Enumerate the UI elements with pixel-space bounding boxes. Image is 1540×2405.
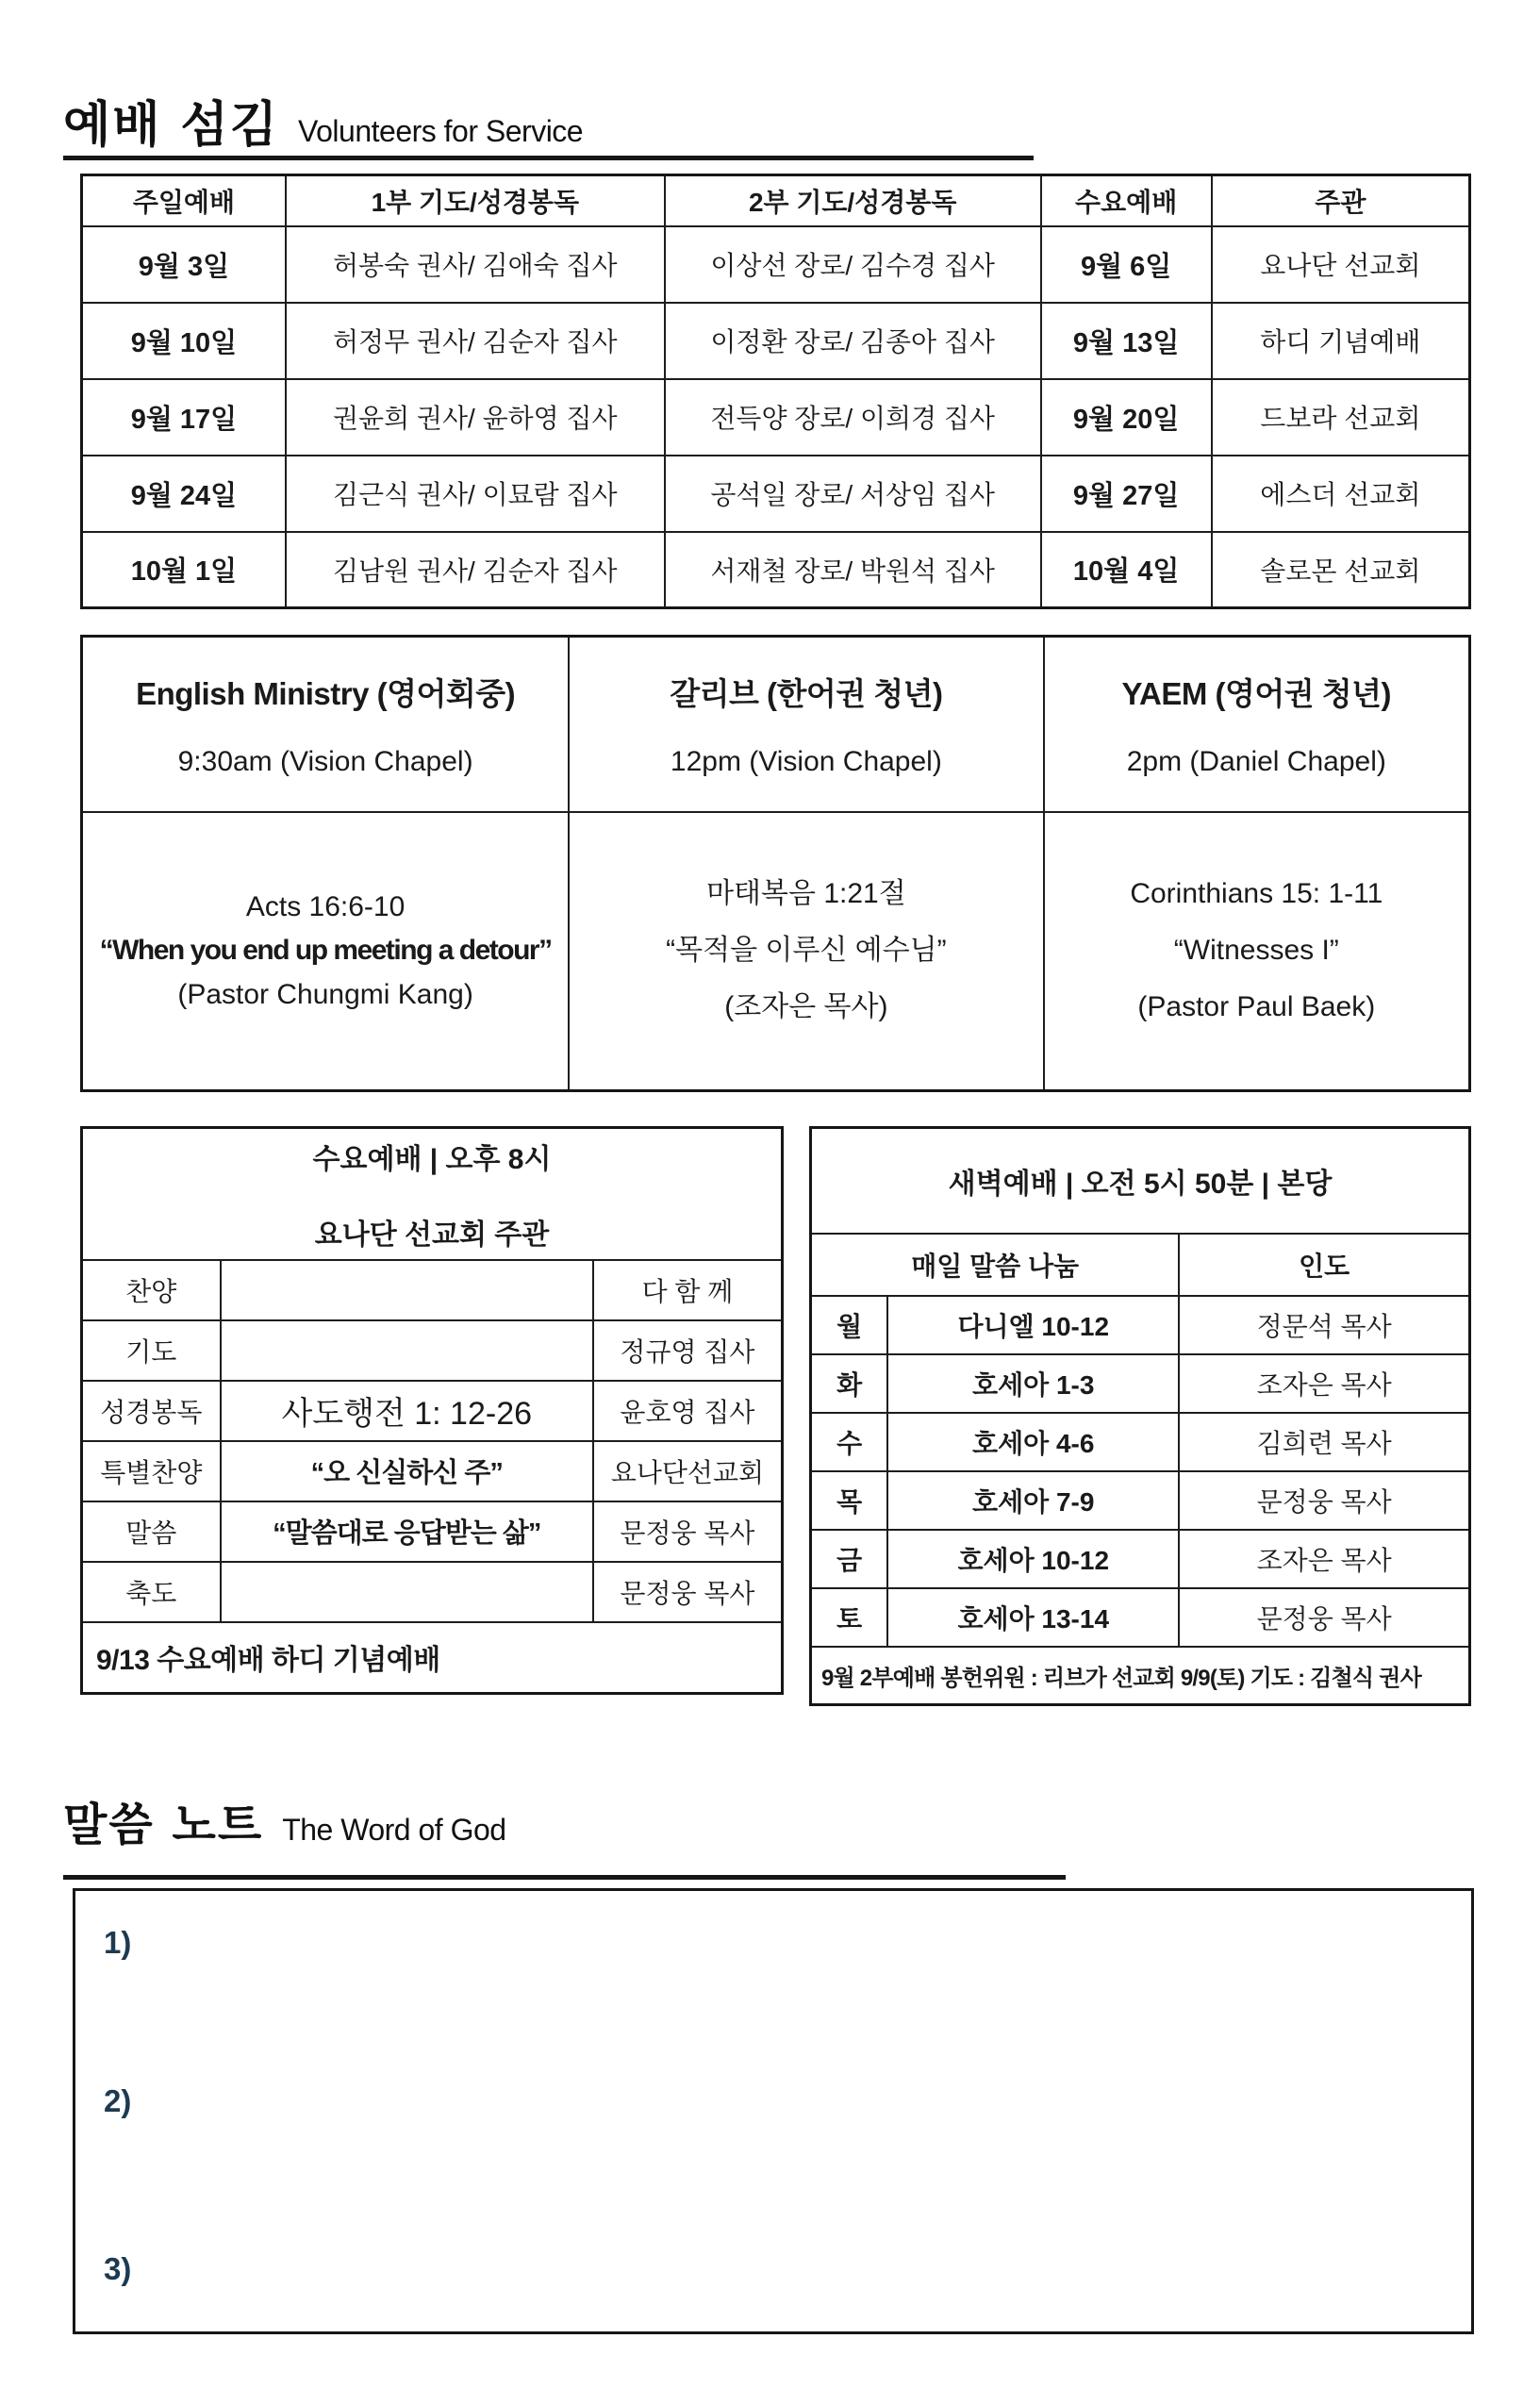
column-header-second-service: 2부 기도/성경봉독 <box>665 175 1041 226</box>
order-label: 찬양 <box>82 1260 221 1320</box>
leader-name: 조자은 목사 <box>1179 1354 1469 1413</box>
table-row <box>811 1471 1470 1530</box>
daily-passage: 호세아 10-12 <box>887 1530 1179 1588</box>
wednesday-date: 9월 27일 <box>1041 456 1212 532</box>
sunday-date: 9월 3일 <box>82 226 286 303</box>
order-content <box>221 1562 593 1622</box>
table-row <box>82 1562 783 1622</box>
order-label: 특별찬양 <box>82 1441 221 1501</box>
sunday-date: 9월 10일 <box>82 303 286 379</box>
wednesday-date: 9월 13일 <box>1041 303 1212 379</box>
host-group: 드보라 선교회 <box>1212 379 1470 456</box>
host-group: 솔로몬 선교회 <box>1212 532 1470 608</box>
order-person: 다 함 께 <box>593 1260 783 1320</box>
sermon-title: “When you end up meeting a detour” <box>99 935 552 966</box>
table-row <box>82 1501 783 1562</box>
table-row <box>811 1413 1470 1471</box>
first-service-volunteers: 허정무 권사/ 김순자 집사 <box>286 303 665 379</box>
second-service-volunteers: 이상선 장로/ 김수경 집사 <box>665 226 1041 303</box>
first-service-volunteers: 허봉숙 권사/ 김애숙 집사 <box>286 226 665 303</box>
ministry-time: 2pm (Daniel Chapel) <box>1126 746 1386 778</box>
column-header-wednesday-service: 수요예배 <box>1041 175 1212 226</box>
ministry-time: 12pm (Vision Chapel) <box>670 746 942 778</box>
column-header-host: 주관 <box>1212 175 1470 226</box>
english-ministry-cell <box>82 637 570 812</box>
dawn-subheader-row <box>811 1234 1470 1296</box>
order-label: 축도 <box>82 1562 221 1622</box>
daily-passage: 호세아 4-6 <box>887 1413 1179 1471</box>
first-service-volunteers: 김근식 권사/ 이묘람 집사 <box>286 456 665 532</box>
table-row <box>82 456 1470 532</box>
day-label: 목 <box>811 1471 888 1530</box>
sermon-scripture: Corinthians 15: 1-11 <box>1130 878 1383 910</box>
ministry-title: 갈리브 (한어권 청년) <box>670 676 943 712</box>
order-content: “말씀대로 응답받는 삶” <box>221 1501 593 1562</box>
table-row <box>811 1588 1470 1647</box>
wednesday-date: 9월 20일 <box>1041 379 1212 456</box>
ministries-table <box>80 635 1471 1092</box>
sermon-notes-box <box>73 1888 1474 2334</box>
english-ministry-sermon <box>82 812 570 1091</box>
table-row <box>82 532 1470 608</box>
table-row <box>82 226 1470 303</box>
day-label: 토 <box>811 1588 888 1647</box>
host-group: 하디 기념예배 <box>1212 303 1470 379</box>
ministries-sermon-row <box>82 812 1470 1091</box>
wednesday-worship-table <box>80 1126 784 1695</box>
dawn-title-row <box>811 1128 1470 1234</box>
order-person: 정규영 집사 <box>593 1320 783 1381</box>
order-content <box>221 1320 593 1381</box>
sermon-title: “목적을 이루신 예수님” <box>666 935 947 967</box>
wednesday-date: 9월 6일 <box>1041 226 1212 303</box>
table-row <box>82 303 1470 379</box>
order-label: 성경봉독 <box>82 1381 221 1441</box>
wednesday-title-cell <box>82 1128 783 1260</box>
yaem-ministry-sermon <box>1044 812 1470 1091</box>
column-header-daily-passage: 매일 말씀 나눔 <box>811 1234 1180 1296</box>
order-label: 말씀 <box>82 1501 221 1562</box>
second-service-volunteers: 공석일 장로/ 서상임 집사 <box>665 456 1041 532</box>
leader-name: 김희련 목사 <box>1179 1413 1469 1471</box>
order-label: 기도 <box>82 1320 221 1381</box>
order-content <box>221 1260 593 1320</box>
host-group: 에스더 선교회 <box>1212 456 1470 532</box>
wednesday-title-line2: 요나단 선교회 주관 <box>314 1219 550 1251</box>
second-service-volunteers: 전득양 장로/ 이희경 집사 <box>665 379 1041 456</box>
sermon-scripture: Acts 16:6-10 <box>245 890 406 922</box>
first-service-volunteers: 김남원 권사/ 김순자 집사 <box>286 532 665 608</box>
order-person: 문정웅 목사 <box>593 1562 783 1622</box>
leader-name: 문정웅 목사 <box>1179 1471 1469 1530</box>
order-person: 문정웅 목사 <box>593 1501 783 1562</box>
leader-name: 조자은 목사 <box>1179 1530 1469 1588</box>
column-header-first-service: 1부 기도/성경봉독 <box>286 175 665 226</box>
table-row <box>811 1530 1470 1588</box>
wednesday-footer-row <box>82 1622 783 1694</box>
sunday-date: 10월 1일 <box>82 532 286 608</box>
section-title-service-english: Volunteers for Service <box>298 114 584 148</box>
table-row <box>82 379 1470 456</box>
second-service-volunteers: 이정환 장로/ 김종아 집사 <box>665 303 1041 379</box>
host-group: 요나단 선교회 <box>1212 226 1470 303</box>
table-row <box>82 1320 783 1381</box>
table-row <box>811 1354 1470 1413</box>
note-number-1: 1) <box>104 1925 132 1960</box>
section-title-word-english: The Word of God <box>282 1813 506 1847</box>
daily-passage: 호세아 13-14 <box>887 1588 1179 1647</box>
section-title-service-korean: 예배 섬김 <box>63 96 280 154</box>
sermon-preacher: (조자은 목사) <box>724 991 888 1023</box>
second-service-volunteers: 서재철 장로/ 박원석 집사 <box>665 532 1041 608</box>
galib-ministry-cell <box>569 637 1043 812</box>
first-service-volunteers: 권윤희 권사/ 윤하영 집사 <box>286 379 665 456</box>
daily-passage: 다니엘 10-12 <box>887 1296 1179 1354</box>
yaem-ministry-cell <box>1044 637 1470 812</box>
ministry-title: English Ministry (영어회중) <box>136 676 516 712</box>
sermon-preacher: (Pastor Paul Baek) <box>1137 991 1376 1023</box>
title-underline <box>63 156 1034 160</box>
column-header-sunday-service: 주일예배 <box>82 175 286 226</box>
galib-ministry-sermon <box>569 812 1043 1091</box>
leader-name: 정문석 목사 <box>1179 1296 1469 1354</box>
table-row <box>82 1260 783 1320</box>
leader-name: 문정웅 목사 <box>1179 1588 1469 1647</box>
column-header-leader: 인도 <box>1179 1234 1469 1296</box>
wednesday-title-line1: 수요예배 | 오후 8시 <box>312 1143 552 1175</box>
sermon-title: “Witnesses I” <box>1173 935 1339 967</box>
volunteers-table <box>80 174 1471 609</box>
order-person: 윤호영 집사 <box>593 1381 783 1441</box>
note-number-2: 2) <box>104 2083 132 2118</box>
day-label: 월 <box>811 1296 888 1354</box>
day-label: 금 <box>811 1530 888 1588</box>
ministries-header-row <box>82 637 1470 812</box>
day-label: 수 <box>811 1413 888 1471</box>
daily-passage: 호세아 1-3 <box>887 1354 1179 1413</box>
sermon-scripture: 마태복음 1:21절 <box>706 878 906 910</box>
daily-passage: 호세아 7-9 <box>887 1471 1179 1530</box>
order-content: “오 신실하신 주” <box>221 1441 593 1501</box>
note-number-3: 3) <box>104 2251 132 2286</box>
dawn-footer-note: 9월 2부예배 봉헌위원 : 리브가 선교회 9/9(토) 기도 : 김철식 권사 <box>811 1647 1470 1705</box>
volunteers-header-row <box>82 175 1470 226</box>
wednesday-footer-note: 9/13 수요예배 하디 기념예배 <box>82 1622 783 1694</box>
table-row <box>811 1296 1470 1354</box>
table-row <box>82 1381 783 1441</box>
dawn-title-cell: 새벽예배 | 오전 5시 50분 | 본당 <box>811 1128 1470 1234</box>
wednesday-date: 10월 4일 <box>1041 532 1212 608</box>
sunday-date: 9월 17일 <box>82 379 286 456</box>
title-underline <box>63 1875 1066 1880</box>
ministry-time: 9:30am (Vision Chapel) <box>177 746 473 778</box>
section-title-word <box>63 1788 506 1853</box>
order-person: 요나단선교회 <box>593 1441 783 1501</box>
section-title-word-korean: 말씀 노트 <box>63 1799 264 1851</box>
dawn-footer-row <box>811 1647 1470 1705</box>
order-content: 사도행전 1: 12-26 <box>221 1381 593 1441</box>
section-title-service <box>63 85 583 156</box>
ministry-title: YAEM (영어권 청년) <box>1121 676 1392 712</box>
sermon-preacher: (Pastor Chungmi Kang) <box>177 978 473 1010</box>
dawn-worship-table <box>809 1126 1471 1706</box>
sunday-date: 9월 24일 <box>82 456 286 532</box>
wednesday-title-row <box>82 1128 783 1260</box>
day-label: 화 <box>811 1354 888 1413</box>
table-row <box>82 1441 783 1501</box>
